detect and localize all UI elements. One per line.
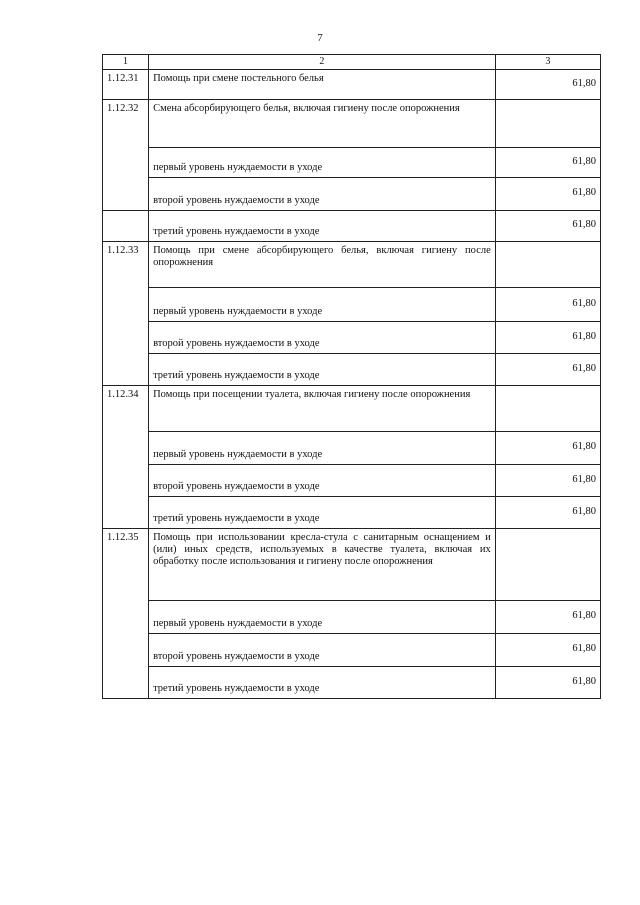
care-level-label: второй уровень нуждаемости в уходе [149,633,496,666]
service-code-cell [103,177,149,210]
care-level-price: 61,80 [495,177,600,210]
care-level-price: 61,80 [495,431,600,464]
header-col-2: 2 [149,55,496,70]
service-code-cell [103,431,149,464]
service-price-empty [495,385,600,431]
service-code-cell [103,464,149,496]
service-price-empty [495,99,600,147]
table-row [103,464,601,496]
service-code-cell [103,496,149,528]
service-code-cell [103,210,149,241]
table-row [103,496,601,528]
care-level-price: 61,80 [495,287,600,321]
service-price-empty [495,528,600,600]
service-description: Помощь при смене постельного белья [149,69,496,99]
care-level-label: третий уровень нуждаемости в уходе [149,666,496,698]
table-row [103,600,601,633]
care-level-price: 61,80 [495,633,600,666]
service-code: 1.12.34 [103,385,149,431]
table-row [103,147,601,177]
care-level-label: третий уровень нуждаемости в уходе [149,496,496,528]
care-level-price: 61,80 [495,666,600,698]
service-price-empty [495,241,600,287]
service-code-cell [103,287,149,321]
care-level-label: первый уровень нуждаемости в уходе [149,600,496,633]
care-level-price: 61,80 [495,496,600,528]
service-code: 1.12.33 [103,241,149,287]
care-level-label: второй уровень нуждаемости в уходе [149,321,496,353]
care-level-price: 61,80 [495,464,600,496]
service-code-cell [103,633,149,666]
care-level-price: 61,80 [495,147,600,177]
table-header-row [103,55,601,70]
service-description: Помощь при смене абсорбирующего белья, включая гигиену после опорожнения [149,241,496,287]
service-description: Смена абсорбирующего белья, включая гигиену после опорожнения [149,99,496,147]
care-level-price: 61,80 [495,600,600,633]
table-row [103,321,601,353]
care-level-label: третий уровень нуждаемости в уходе [149,353,496,385]
table-row [103,177,601,210]
care-level-label: второй уровень нуждаемости в уходе [149,464,496,496]
service-code-cell [103,353,149,385]
table-row [103,528,601,600]
care-level-price: 61,80 [495,321,600,353]
table-row [103,666,601,698]
table-row [103,69,601,99]
care-level-price: 61,80 [495,353,600,385]
services-price-table [102,54,601,699]
table-row [103,241,601,287]
service-code-cell [103,600,149,633]
table-row [103,431,601,464]
service-code-cell [103,147,149,177]
table-row [103,385,601,431]
care-level-label: второй уровень нуждаемости в уходе [149,177,496,210]
service-description: Помощь при посещении туалета, включая гигиену после опорожнения [149,385,496,431]
service-code-cell [103,321,149,353]
service-description: Помощь при использовании кресла-стула с санитарным оснащением и (или) иных средств, используемых в качестве туалета, включая их обработку после использования и гигиену после опорожнения [149,528,496,600]
header-col-3: 3 [495,55,600,70]
page-number: 7 [317,32,323,44]
table-row [103,287,601,321]
service-code: 1.12.31 [103,69,149,99]
table-row [103,210,601,241]
care-level-label: первый уровень нуждаемости в уходе [149,431,496,464]
table-row [103,633,601,666]
table-row [103,353,601,385]
table-row [103,99,601,147]
care-level-label: третий уровень нуждаемости в уходе [149,210,496,241]
service-code: 1.12.35 [103,528,149,600]
care-level-label: первый уровень нуждаемости в уходе [149,147,496,177]
care-level-label: первый уровень нуждаемости в уходе [149,287,496,321]
service-price: 61,80 [495,69,600,99]
care-level-price: 61,80 [495,210,600,241]
service-code-cell [103,666,149,698]
header-col-1: 1 [103,55,149,70]
service-code: 1.12.32 [103,99,149,147]
